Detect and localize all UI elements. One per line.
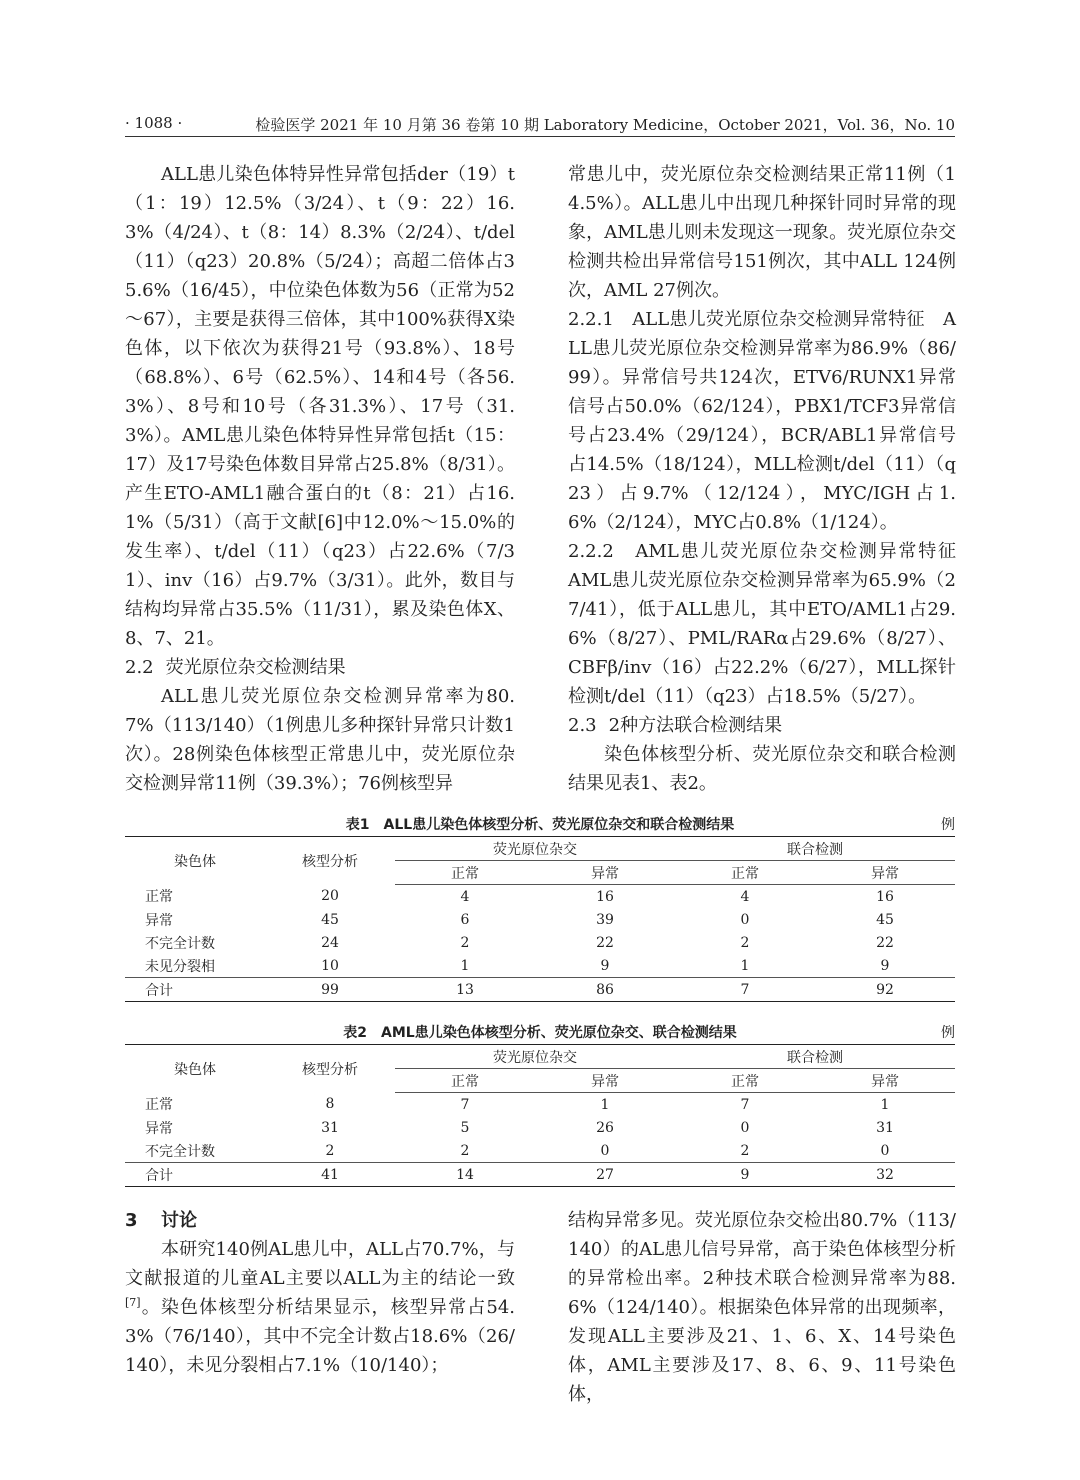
data-table [125,1044,955,1187]
table-caption [125,1022,955,1044]
table-cell: 45 [876,911,894,928]
table-unit: 例 [941,817,955,833]
table-cell: 32 [815,1163,955,1187]
table-cell: 异常 [145,1120,173,1137]
table-total-row [125,978,955,1002]
column-header: 核型分析 [265,1045,395,1093]
table-2 [125,1022,955,1187]
journal-citation: 检验医学 2021 年 10 月第 36 卷第 10 期 Laboratory Medicine，October 2021，Vol. 36，No. 10 [255,116,955,134]
column-subheader: 正常 [395,861,535,885]
table-cell: 2 [460,934,470,951]
table-caption [125,814,955,836]
table-cell: 22 [876,934,894,951]
paragraph: 结构异常多见。荧光原位杂交检出80.7%（113/140）的AL患儿信号异常，高于染色体核型分析的异常检出率。2种技术联合检测异常率为88.6%（124/140）。根据染色体异常的出现频率，发现ALL主要涉及21、1、6、X、14号染色体，AML主要涉及17、8、6、9、11号染色体， [568,1210,956,1405]
section-number: 2.2.2 [568,541,614,562]
data-table [125,836,955,1002]
table-cell: 异常 [145,912,173,929]
table-title: AML患儿染色体核型分析、荧光原位杂交、联合检测结果 [381,1025,737,1041]
citation-ref: [7] [125,1296,141,1309]
section-title: ALL患儿荧光原位杂交检测异常特征 [632,309,925,330]
table-row [125,1139,955,1163]
running-header [125,112,955,136]
paragraph: ALL患儿染色体特异性异常包括der（19）t（1：19）12.5%（3/24）、t（9：22）16.3%（4/24）、t（8：14）8.3%（2/24）、t/del（11）（q23）20.8%（5/24）；高超二倍体占35.6%（16/45），中位染色体数为56（正常为52～67），主要是获得三倍体，其中100%获得X染色体，以下依次为获得21号（93.8%）、18号（68.8%）、6号（62.5%）、14和4号（各56.3%）、8号和10号（各31.3%）、17号（31.3%）。AML患儿染色体特异性异常包括t（15：17）及17号染色体数目异常占25.8%（8/31）。产生ETO-AML1融合蛋白的t（8：21）占16.1%（5/31）（高于文献[6]中12.0%～15.0%的发生率）、t/del（11）（q23）占22.6%（7/31）、inv（16）占9.7%（3/31）。此外，数目与结构均异常占35.5%（11/31），累及染色体X、8、7、21。 [125,164,515,649]
table-cell: 0 [740,911,750,928]
section-heading-2-2 [125,653,515,682]
table-cell: 86 [535,978,675,1002]
table-cell: 9 [675,1163,815,1187]
table-cell: 0 [740,1119,750,1136]
table-unit: 例 [941,1025,955,1041]
table-cell: 合计 [125,1163,265,1187]
table-cell: 正常 [145,889,173,906]
table-cell: 7 [675,978,815,1002]
table-row [125,954,955,978]
table-cell: 7 [460,1096,470,1113]
section-number: 2.3 [568,715,597,736]
column-header: 染色体 [125,1045,265,1093]
section-number: 2.2.1 [568,309,614,330]
column-subheader: 正常 [675,1069,815,1093]
table-cell: 31 [876,1119,894,1136]
table-cell: 5 [460,1119,470,1136]
table-cell: 0 [880,1142,890,1159]
table-cell: 39 [596,911,614,928]
paragraph: AML患儿荧光原位杂交检测异常率为65.9%（27/41），低于ALL患儿，其中ETO/AML1占29.6%（8/27）、PML/RARα占29.6%（8/27）、CBFβ/inv（16）占22.2%（6/27），MLL探针检测t/del（11）（q23）占18.5%（5/27）。 [568,570,956,707]
table-cell: 9 [880,957,890,974]
table-cell: 未见分裂相 [145,958,215,975]
table-cell: 2 [740,1142,750,1159]
column-group-header: 荧光原位杂交 [395,1045,675,1069]
table-cell: 4 [460,888,470,905]
section-number: 2.2 [125,657,154,678]
header-rule [125,136,955,137]
table-cell: 正常 [145,1097,173,1114]
column-subheader: 异常 [815,1069,955,1093]
table-cell: 45 [321,911,339,928]
paragraph: ALL患儿荧光原位杂交检测异常率为80.7%（113/140）（1例患儿多种探针异常只计数1次）。28例染色体核型正常患儿中，荧光原位杂交检测异常11例（39.3%）；76例核型异 [125,686,515,794]
table-cell: 16 [876,888,894,905]
table-cell: 13 [395,978,535,1002]
subsection-2-2-2 [568,537,956,711]
section-title: 讨论 [161,1210,197,1231]
table-1 [125,814,955,1002]
table-cell: 7 [740,1096,750,1113]
table-cell: 24 [321,934,339,951]
column-group-header: 荧光原位杂交 [395,837,675,861]
table-cell: 0 [600,1142,610,1159]
column-header: 染色体 [125,837,265,885]
table-cell: 4 [740,888,750,905]
table-cell: 9 [600,957,610,974]
table-cell: 2 [325,1142,335,1159]
table-cell: 31 [321,1119,339,1136]
table-cell: 1 [600,1096,610,1113]
table-label: 表1 [345,817,370,833]
table-cell: 不完全计数 [145,1143,215,1160]
paragraph: ALL患儿荧光原位杂交检测异常率为86.9%（86/99）。异常信号共124次，ETV6/RUNX1异常信号占50.0%（62/124），PBX1/TCF3异常信号占23.4%（29/124），BCR/ABL1异常信号占14.5%（18/124），MLL检测t/del（11）（q23）占9.7%（12/124），MYC/IGH占1.6%（2/124），MYC占0.8%（1/124）。 [568,309,957,533]
page-number: · 1088 · [125,114,183,132]
column-group-header: 联合检测 [675,837,955,861]
table-row [125,1093,955,1117]
column-header: 核型分析 [265,837,395,885]
table-cell: 16 [596,888,614,905]
paragraph-text: 本研究140例AL患儿中，ALL占70.7%，与文献报道的儿童AL主要以ALL为主的结论一致 [125,1239,515,1289]
column-subheader: 正常 [395,1069,535,1093]
table-cell: 不完全计数 [145,935,215,952]
table-cell: 99 [265,978,395,1002]
table-cell: 41 [265,1163,395,1187]
table-row [125,1116,955,1139]
table-cell: 14 [395,1163,535,1187]
column-subheader: 异常 [815,861,955,885]
table-cell: 92 [815,978,955,1002]
paragraph [125,1235,515,1380]
table-total-row [125,1163,955,1187]
table-label: 表2 [343,1025,368,1041]
paragraph: 常患儿中，荧光原位杂交检测结果正常11例（14.5%）。ALL患儿中出现几种探针同时异常的现象，AML患儿则未发现这一现象。荧光原位杂交检测共检出异常信号151例次，其中ALL 124例次，AML 27例次。 [568,164,956,301]
table-cell: 2 [740,934,750,951]
table-cell: 10 [321,957,339,974]
table-cell: 8 [325,1096,335,1113]
left-column-upper [125,160,515,798]
section-title: AML患儿荧光原位杂交检测异常特征 [635,541,957,562]
table-cell: 1 [740,957,750,974]
right-column-lower [568,1206,956,1409]
table-cell: 22 [596,934,614,951]
section-heading-3 [125,1206,515,1235]
table-row [125,885,955,909]
table-cell: 1 [880,1096,890,1113]
section-number: 3 [125,1210,138,1231]
table-cell: 27 [535,1163,675,1187]
section-title: 荧光原位杂交检测结果 [165,657,346,678]
column-group-header: 联合检测 [675,1045,955,1069]
paragraph: 染色体核型分析、荧光原位杂交和联合检测结果见表1、表2。 [568,744,956,794]
table-cell: 2 [460,1142,470,1159]
table-cell: 20 [321,888,339,905]
table-cell: 6 [460,911,470,928]
table-cell: 合计 [125,978,265,1002]
table-cell: 1 [460,957,470,974]
section-heading-2-3 [568,711,956,740]
column-subheader: 正常 [675,861,815,885]
section-title: 2种方法联合检测结果 [608,715,783,736]
table-row [125,908,955,931]
table-row [125,931,955,954]
table-title: ALL患儿染色体核型分析、荧光原位杂交和联合检测结果 [383,817,735,833]
right-column-upper [568,160,956,798]
column-subheader: 异常 [535,861,675,885]
column-subheader: 异常 [535,1069,675,1093]
subsection-2-2-1 [568,305,956,537]
left-column-lower [125,1206,515,1380]
paragraph-text: 。染色体核型分析结果显示，核型异常占54.3%（76/140），其中不完全计数占18.6%（26/140），未见分裂相占7.1%（10/140）； [125,1297,515,1376]
table-cell: 26 [596,1119,614,1136]
